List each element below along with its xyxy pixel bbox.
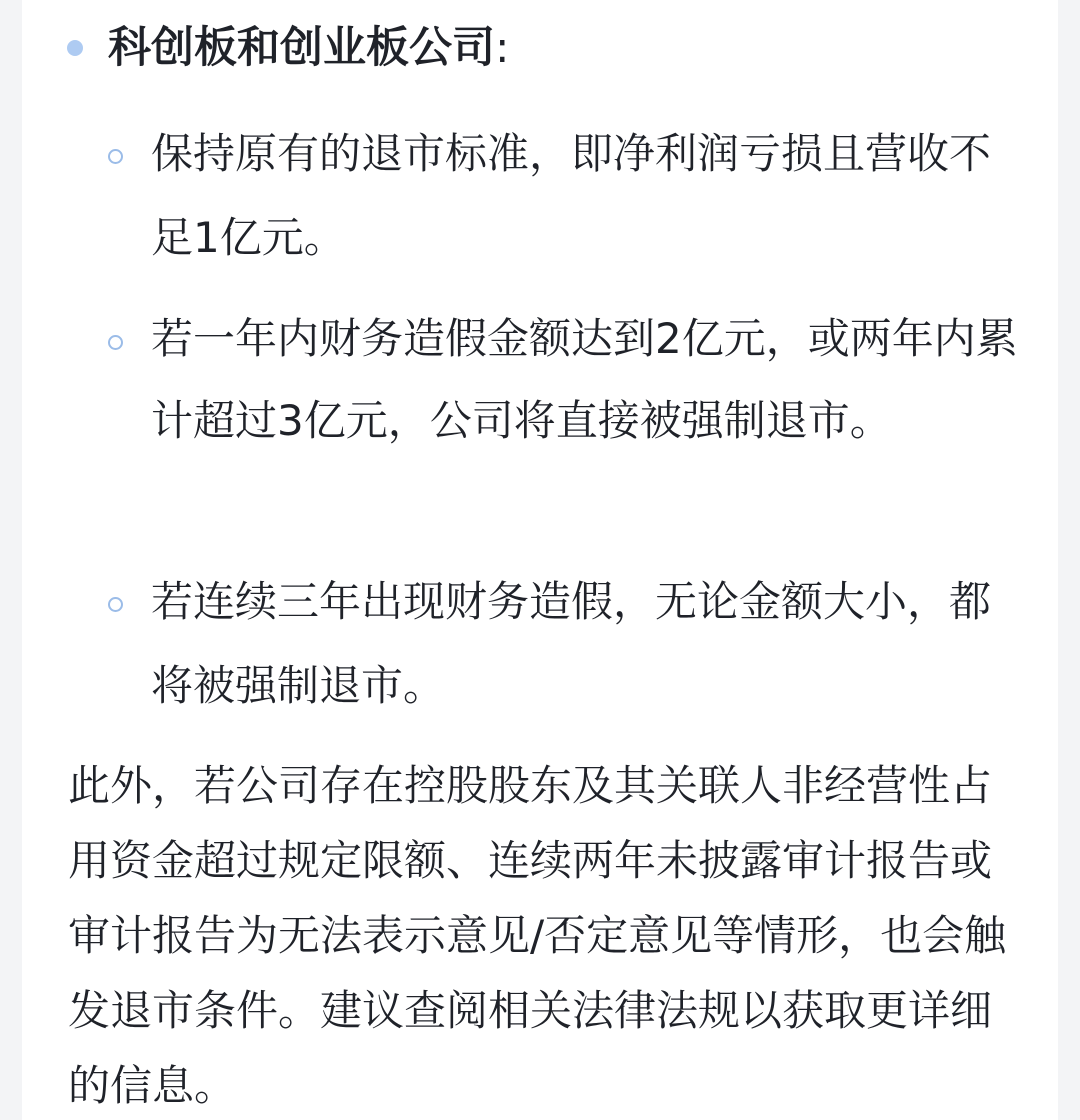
chat-message-card bbox=[22, 0, 1058, 1120]
hollow-bullet-icon bbox=[108, 149, 123, 164]
hollow-bullet-icon bbox=[108, 335, 123, 350]
sub-list-item-text: 若连续三年出现财务造假，无论金额大小，都将被强制退市。 bbox=[151, 577, 992, 710]
heading-text: 科创板和创业板公司 bbox=[108, 23, 495, 73]
heading-colon: : bbox=[495, 23, 510, 73]
list-item-heading bbox=[108, 18, 510, 78]
body-paragraph: 此外，若公司存在控股股东及其关联人非经营性占用资金超过规定限额、连续两年未披露审计报告或审计报告为无法表示意见/否定意见等情形，也会触发退市条件。建议查阅相关法律法规以获取更详细的信息。 bbox=[68, 761, 1007, 1110]
sub-list-item-text: 若一年内财务造假金额达到2亿元，或两年内累计超过3亿元，公司将直接被强制退市。 bbox=[151, 314, 1018, 445]
bullet-dot-icon bbox=[67, 40, 83, 56]
sub-list-item-text: 保持原有的退市标准，即净利润亏损且营收不足1亿元。 bbox=[151, 129, 992, 262]
hollow-bullet-icon bbox=[108, 597, 123, 612]
